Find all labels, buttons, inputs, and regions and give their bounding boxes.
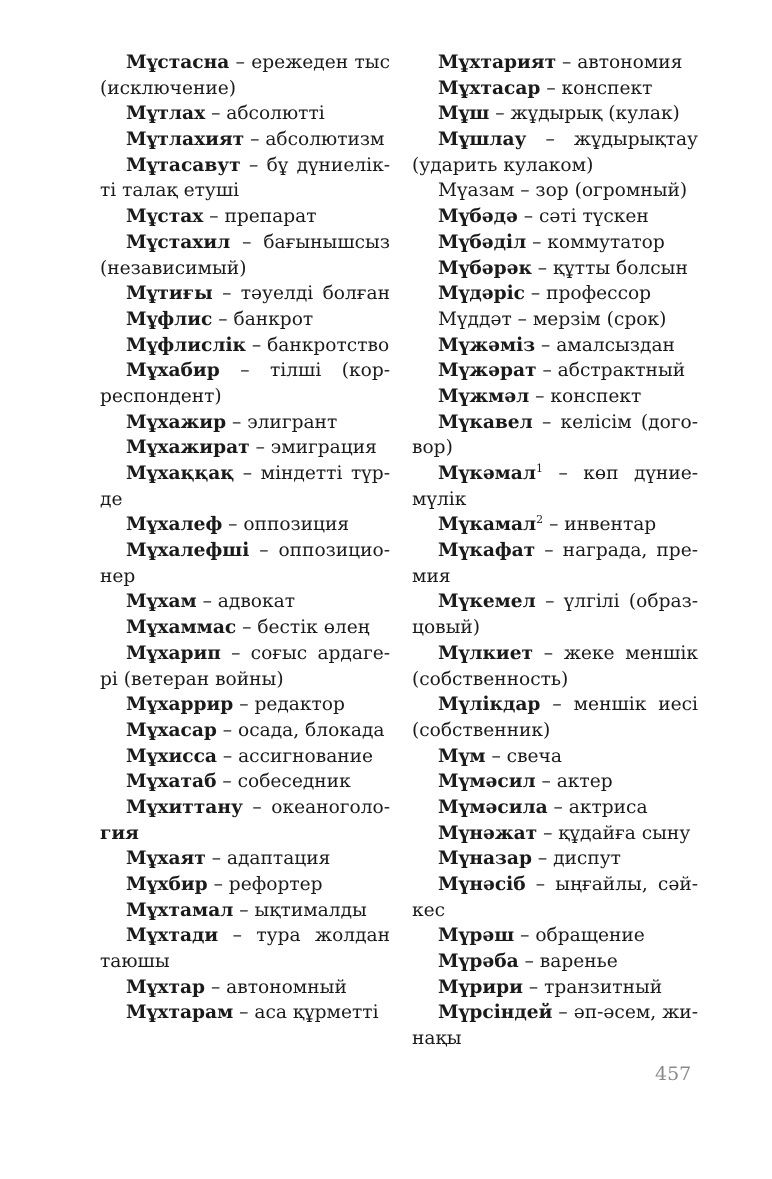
definition-text: – үлгілі (образ- xyxy=(535,591,698,613)
headword: Мұхиттану xyxy=(126,796,243,818)
definition-text: таюшы xyxy=(100,951,170,973)
dictionary-line xyxy=(412,589,698,615)
headword: Мұхатаб xyxy=(126,771,217,793)
headword: Мүнәжат xyxy=(438,822,538,844)
dictionary-line xyxy=(412,667,698,693)
headword: Мұхтасар xyxy=(438,77,541,99)
headword: гия xyxy=(100,822,139,844)
dictionary-line xyxy=(100,487,390,513)
dictionary-line xyxy=(100,256,390,282)
dictionary-line xyxy=(412,50,698,76)
definition-text: ті талақ етуші xyxy=(100,180,240,202)
headword: Мұхалефші xyxy=(126,540,250,562)
headword-superscript: 2 xyxy=(536,513,544,527)
dictionary-line xyxy=(100,1000,390,1026)
dictionary-line xyxy=(412,101,698,127)
headword: Мұхабир xyxy=(126,360,220,382)
definition-text: – транзитный xyxy=(522,976,663,998)
headword: Мұтлах xyxy=(126,103,206,125)
definition-text: – банкротство xyxy=(245,334,390,356)
definition-text: – құтты болсын xyxy=(531,257,688,279)
dictionary-line xyxy=(412,256,698,282)
dictionary-line xyxy=(412,435,698,461)
dictionary-line xyxy=(412,949,698,975)
definition-text: – ықтималды xyxy=(233,899,367,921)
headword: Мұтлахият xyxy=(126,129,245,151)
definition-text: – рефортер xyxy=(207,874,323,895)
headword: Мұхтарият xyxy=(438,52,557,73)
dictionary-line xyxy=(100,769,390,795)
right-column xyxy=(412,50,698,1052)
dictionary-line xyxy=(412,795,698,821)
dictionary-line xyxy=(412,769,698,795)
dictionary-line xyxy=(412,153,698,179)
dictionary-line xyxy=(100,153,390,179)
definition-text: Мүазам – зор (огромный) xyxy=(438,180,688,202)
dictionary-line xyxy=(100,435,390,461)
definition-text: де xyxy=(100,488,123,510)
definition-text: – инвентар xyxy=(543,514,657,536)
headword: Мүкемел xyxy=(438,591,536,613)
headword: Мұстахил xyxy=(126,231,231,253)
dictionary-line xyxy=(412,1026,698,1052)
definition-text: кес xyxy=(412,899,446,921)
headword: Мұхтамал xyxy=(126,899,234,921)
definition-text: – абстрактный xyxy=(536,360,686,382)
definition-text: – редактор xyxy=(233,694,345,716)
definition-text: – варенье xyxy=(518,951,618,973)
definition-text: – ассигнование xyxy=(216,745,374,767)
dictionary-line xyxy=(100,384,390,410)
definition-text: – банкрот xyxy=(212,308,314,330)
dictionary-line xyxy=(100,718,390,744)
dictionary-line xyxy=(100,127,390,153)
headword: Мүрәба xyxy=(438,951,519,973)
definition-text: – свеча xyxy=(485,745,562,767)
definition-text: – препарат xyxy=(203,206,317,228)
definition-text: – элигрант xyxy=(226,411,338,433)
headword: Мүнәсіб xyxy=(438,874,526,895)
dictionary-line xyxy=(412,76,698,102)
headword: Мұхаққақ xyxy=(126,463,235,484)
definition-text: Мүддәт – мерзім (срок) xyxy=(438,308,667,330)
headword: Мүмәсила xyxy=(438,796,548,818)
definition-text: – сәті түскен xyxy=(517,206,649,228)
definition-text: – бағынышсыз xyxy=(230,231,390,253)
definition-text: – актриса xyxy=(547,796,648,818)
definition-text: – профессор xyxy=(525,283,652,305)
definition-text: – оппозицио- xyxy=(249,540,390,562)
definition-text: – тілші (кор- xyxy=(219,360,390,382)
dictionary-line xyxy=(412,358,698,384)
headword: Мұхисса xyxy=(126,745,217,767)
headword: Мұхтарам xyxy=(126,1002,234,1024)
definition-text: – конспект xyxy=(540,77,653,99)
dictionary-line xyxy=(412,718,698,744)
definition-text: – келісім (дого- xyxy=(532,411,698,433)
definition-text: (независимый) xyxy=(100,257,247,279)
dictionary-line xyxy=(412,1000,698,1026)
headword: Мұтиғы xyxy=(126,283,213,305)
dictionary-line xyxy=(412,615,698,641)
dictionary-line xyxy=(412,512,698,538)
definition-text: – автономный xyxy=(205,976,347,998)
definition-text: – актер xyxy=(535,771,613,793)
headword: Мүлікдар xyxy=(438,694,541,716)
dictionary-line xyxy=(412,898,698,924)
definition-text: – аса құрметті xyxy=(233,1002,379,1024)
dictionary-line xyxy=(100,821,390,847)
dictionary-line xyxy=(412,538,698,564)
definition-text: – құдайға сыну xyxy=(537,822,691,844)
definition-text: – автономия xyxy=(556,52,683,73)
headword: Мұхтар xyxy=(126,976,206,998)
dictionary-line xyxy=(412,872,698,898)
headword: Мүрәш xyxy=(438,925,515,947)
definition-text: (собственник) xyxy=(412,719,551,741)
definition-text: – соғыс ардаге- xyxy=(220,642,390,664)
dictionary-line xyxy=(100,512,390,538)
dictionary-line xyxy=(100,333,390,359)
definition-text: – жұдырық (кулак) xyxy=(489,103,680,125)
dictionary-line xyxy=(100,281,390,307)
dictionary-line xyxy=(412,230,698,256)
page-number: 457 xyxy=(655,1063,692,1085)
definition-text: – оппозиция xyxy=(222,514,350,536)
dictionary-line xyxy=(100,692,390,718)
dictionary-line xyxy=(100,795,390,821)
definition-text: – адвокат xyxy=(196,591,295,613)
dictionary-line xyxy=(412,692,698,718)
definition-text: – осада, блокада xyxy=(216,719,385,741)
definition-text: цовый) xyxy=(412,617,481,639)
definition-text: – бестік өлең xyxy=(236,617,370,639)
dictionary-line xyxy=(100,76,390,102)
definition-text: рі (ветеран войны) xyxy=(100,668,284,690)
definition-text: мия xyxy=(412,565,451,587)
headword: Мүлкиет xyxy=(438,642,534,664)
headword: Мұстасна xyxy=(126,52,230,73)
headword: Мұхасар xyxy=(126,719,217,741)
dictionary-line xyxy=(412,846,698,872)
dictionary-line xyxy=(100,975,390,1001)
definition-text: – обращение xyxy=(514,925,645,947)
headword: Мүдәріс xyxy=(438,283,525,305)
definition-text: (исключение) xyxy=(100,77,237,99)
definition-text: вор) xyxy=(412,437,453,459)
headword: Мүкавел xyxy=(438,411,533,433)
headword: Мұфлис xyxy=(126,308,213,330)
headword: Мұхаят xyxy=(126,848,206,870)
left-column xyxy=(100,50,390,1026)
dictionary-line xyxy=(100,564,390,590)
definition-text: – әп-әсем, жи- xyxy=(552,1002,698,1024)
dictionary-line xyxy=(100,204,390,230)
definition-text: – көп дүние- xyxy=(542,463,698,484)
dictionary-line xyxy=(412,204,698,230)
headword-superscript: 1 xyxy=(535,461,543,475)
definition-text: – жұдырықтау xyxy=(526,129,698,151)
definition-text: – абсолютті xyxy=(205,103,325,125)
headword: Мүкамал xyxy=(438,514,537,536)
headword: Мұхажир xyxy=(126,411,227,433)
headword: Мүрири xyxy=(438,976,523,998)
dictionary-line xyxy=(100,744,390,770)
dictionary-line xyxy=(412,384,698,410)
dictionary-line xyxy=(100,50,390,76)
dictionary-line xyxy=(100,538,390,564)
headword: Мүбәдә xyxy=(438,206,518,228)
dictionary-line xyxy=(100,846,390,872)
headword: Мұхаррир xyxy=(126,694,234,716)
dictionary-line xyxy=(100,230,390,256)
headword: Мүбәділ xyxy=(438,231,527,253)
definition-text: – міндетті түр- xyxy=(234,463,390,484)
headword: Мұхтади xyxy=(126,925,219,947)
definition-text: – тура жолдан xyxy=(218,925,390,947)
definition-text: – амалсыздан xyxy=(535,334,675,356)
dictionary-line xyxy=(412,307,698,333)
dictionary-line xyxy=(412,487,698,513)
dictionary-line xyxy=(412,461,698,487)
headword: Мұшлау xyxy=(438,129,527,151)
headword: Мұстах xyxy=(126,206,204,228)
dictionary-line xyxy=(100,898,390,924)
definition-text: – меншік иесі xyxy=(540,694,698,716)
headword: Мүназар xyxy=(438,848,532,870)
definition-text: – океаноголо- xyxy=(242,796,390,818)
headword: Мүжәміз xyxy=(438,334,536,356)
dictionary-line xyxy=(100,410,390,436)
dictionary-line xyxy=(100,101,390,127)
dictionary-line xyxy=(100,358,390,384)
headword: Мүбәрәк xyxy=(438,257,532,279)
dictionary-line xyxy=(412,178,698,204)
definition-text: мүлік xyxy=(412,488,467,510)
headword: Мұтасавут xyxy=(126,154,241,176)
dictionary-line xyxy=(100,178,390,204)
headword: Мұхаммас xyxy=(126,617,237,639)
headword: Мүкафат xyxy=(438,540,536,562)
headword: Мүжәрат xyxy=(438,360,537,382)
definition-text: (ударить кулаком) xyxy=(412,154,594,176)
dictionary-line xyxy=(100,615,390,641)
headword: Мүкәмал xyxy=(438,463,536,484)
definition-text: – эмиграция xyxy=(249,437,377,459)
dictionary-line xyxy=(100,923,390,949)
headword: Мұфлислік xyxy=(126,334,246,356)
dictionary-line xyxy=(100,667,390,693)
headword: Мүм xyxy=(438,745,486,767)
definition-text: – абсолютизм xyxy=(244,129,385,151)
dictionary-line xyxy=(100,949,390,975)
headword: Мүрсіндей xyxy=(438,1002,553,1024)
definition-text: – собеседник xyxy=(216,771,351,793)
definition-text: – тәуелді болған xyxy=(212,283,390,305)
dictionary-line xyxy=(412,127,698,153)
definition-text: – конспект xyxy=(529,385,642,407)
dictionary-line xyxy=(100,589,390,615)
definition-text: (собственность) xyxy=(412,668,569,690)
dictionary-line xyxy=(412,410,698,436)
dictionary-line xyxy=(100,641,390,667)
definition-text: – бұ дүниелік- xyxy=(240,154,390,176)
dictionary-line xyxy=(412,923,698,949)
headword: Мұхажират xyxy=(126,437,250,459)
headword: Мұхбир xyxy=(126,874,208,895)
dictionary-line xyxy=(412,975,698,1001)
definition-text: – награда, пре- xyxy=(535,540,698,562)
definition-text: респондент) xyxy=(100,385,222,407)
dictionary-line xyxy=(412,281,698,307)
dictionary-line xyxy=(100,307,390,333)
definition-text: нақы xyxy=(412,1028,462,1050)
dictionary-line xyxy=(412,821,698,847)
definition-text: – ережеден тыс xyxy=(229,52,390,73)
headword: Мұш xyxy=(438,103,490,125)
dictionary-line xyxy=(412,744,698,770)
dictionary-line xyxy=(412,333,698,359)
dictionary-line xyxy=(412,641,698,667)
definition-text: – диспут xyxy=(531,848,621,870)
dictionary-line xyxy=(412,564,698,590)
definition-text: – жеке меншік xyxy=(533,642,698,664)
dictionary-line xyxy=(100,461,390,487)
headword: Мұхалеф xyxy=(126,514,223,536)
headword: Мұхарип xyxy=(126,642,221,664)
headword: Мүмәсил xyxy=(438,771,536,793)
dictionary-line xyxy=(100,872,390,898)
definition-text: – коммутатор xyxy=(526,231,665,253)
headword: Мұхам xyxy=(126,591,197,613)
headword: Мүжмәл xyxy=(438,385,530,407)
definition-text: – адаптация xyxy=(205,848,331,870)
definition-text: – ыңғайлы, сәй- xyxy=(525,874,698,895)
definition-text: нер xyxy=(100,565,136,587)
